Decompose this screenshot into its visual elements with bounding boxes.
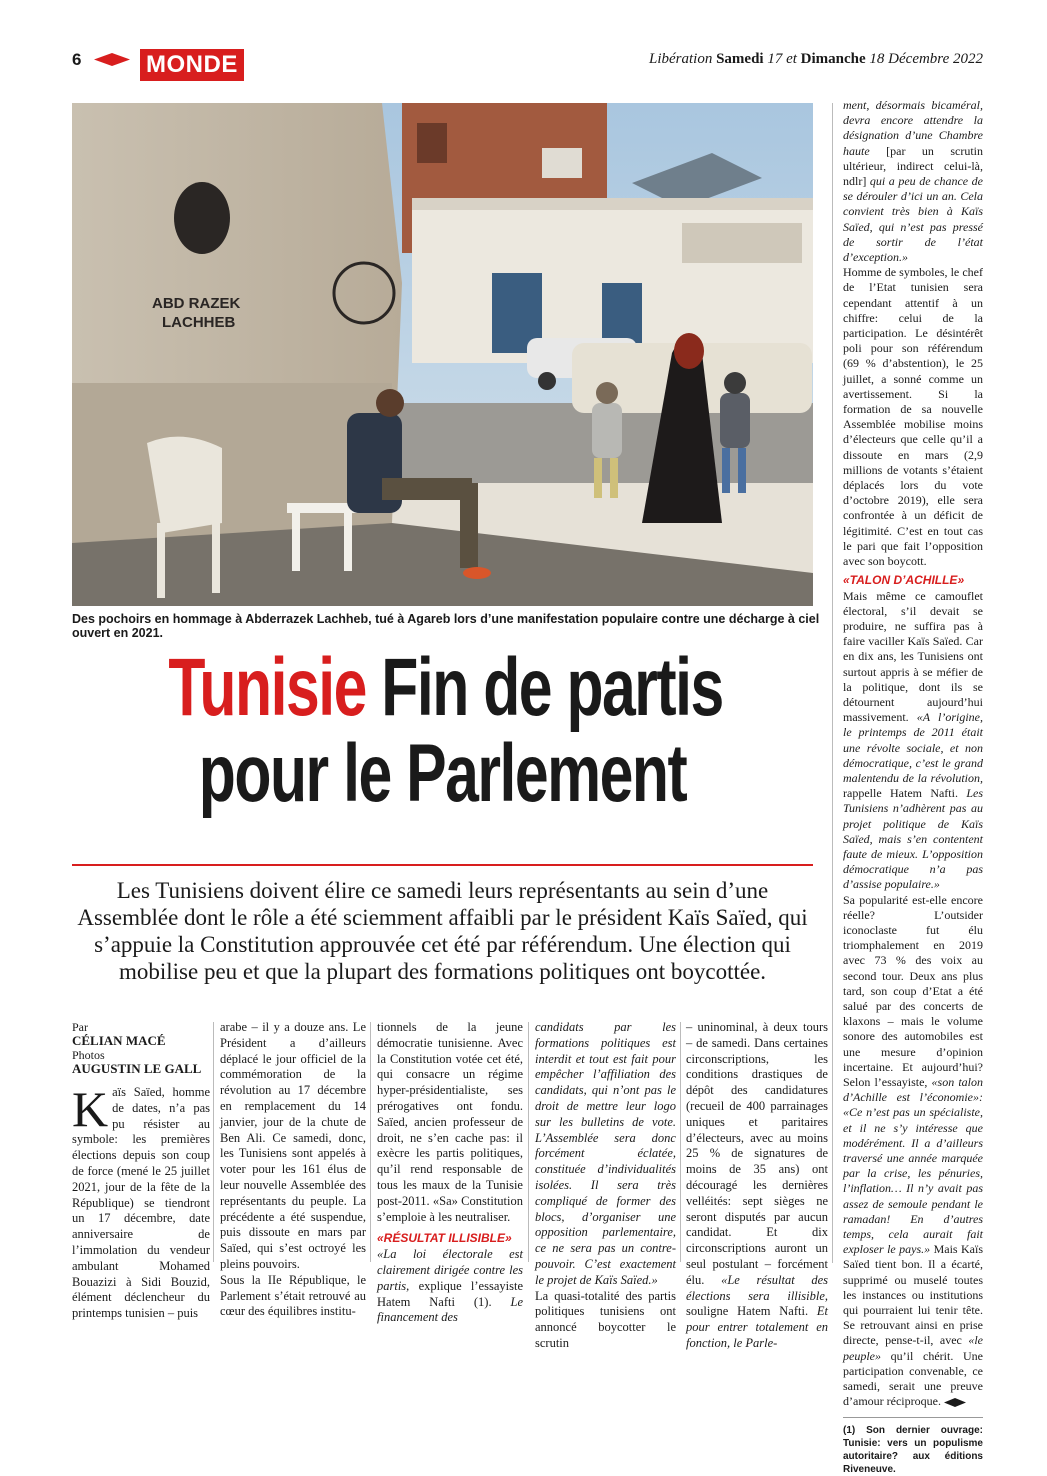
paper-name: Libération	[648, 51, 713, 67]
street-scene-illustration	[72, 103, 813, 606]
body-paragraph: tionnels de la jeune démocratie tunisienne. Avec la Constitution votée cet été, qui consacre un régime hyper-présidentialiste, ses prérogatives ont fondu. Saïed, ancien professeur de droit, ne s’en cache pas: il exècre les partis politiques, qu’il rend responsable de tous les maux de la Tunisie post-2011. «Sa» Constitution s’emploie à les neutraliser.	[377, 1020, 523, 1224]
body-text: – uninominal, à deux tours – de samedi. Dans certaines circonscriptions, les conditions drastiques de dépôt des candidatures (recueil de 400 parrainages uniques et paritaires d’électeurs, avec au moins 25 % de signatures de moins de 35 ans) ont découragé les dernières velléités: sept sièges ne seront disputés par aucun candidat. Et dix circonscriptions auront un seul postulant – forcément élu.	[686, 1020, 828, 1287]
article-photo	[72, 103, 813, 606]
body-text: souligne Hatem Nafti.	[686, 1304, 809, 1319]
intertitle: «TALON D’ACHILLE»	[843, 573, 965, 588]
body-text: Mais Kaïs Saïed tient bon. Il a écarté, supprimé ou muselé toutes les instances ou institutions qui pourraient lui tenir tête. Se retrouvant ainsi en prise directe, pense-t-il, avec	[843, 1242, 983, 1348]
red-divider	[72, 864, 813, 866]
body-text: Mais même ce camouflet électoral, s’il devait se produire, ne suffira pas à faire vaciller Kaïs Saïed. Car en dix ans, les Tunisiens ont surtout appris à se méfier de la politique, dont ils se détournent aujourd’hui massivement.	[843, 588, 983, 725]
body-paragraph: arabe – il y a douze ans. Le Président a d’ailleurs déplacé le jour officiel de la commémoration de la révolution au 17 décembre en remplacement du 14 janvier, jour de la chute de Ben Ali. Ce samedi, donc, les Tunisiens sont appelés à voter pour les 161 élus de leur nouvelle Assemblée des représentants du peuple. La précédente a été suspendue, puis dissoute en mars par Saïed, qui s’est octroyé les pleins pouvoirs.	[220, 1020, 366, 1271]
headline-kicker: Tunisie	[168, 642, 366, 733]
headline-line2: pour le Parlement	[198, 728, 687, 819]
page-number: 6	[72, 50, 82, 69]
standfirst: Les Tunisiens doivent élire ce samedi leurs représentants au sein d’une Assemblée dont le rôle a été sciemment affaibli par le président Kaïs Saïed, qui s’appuie la Constitution approuvée cet été par référendum. Une élection qui mobilise peu et que la plupart des formations politiques ont boycottée.	[77, 878, 808, 984]
column-divider	[832, 103, 833, 1263]
quote-text: Les Tunisiens n’adhèrent pas au projet politique de Kaïs Saïed, mais s’en contentent faute de mieux. L’opposition démocratique n’a pas d’assise populaire.»	[843, 786, 983, 892]
body-paragraph: Homme de symboles, le chef de l’Etat tunisien sera cependant attentif à un chiffre: celui de la participation. Le désintérêt poli pour son référendum (69 % d’abstention), le 25 juillet, a sonné comme un avertissement. Si la formation de sa nouvelle Assemblée mobilise moins d’électeurs que celle qu’il a dissoute en mars (2,9 millions de votants s’étaient déplacés lors du vote d’octobre 2019), elle sera confrontée à un déficit de légitimité. C’est en tout cas le pari que fait l’opposition avec son boycott.	[843, 265, 983, 569]
body-text: Sa popularité est-elle encore réelle? L’outsider iconoclaste fut élu triomphalement en 2019 avec 73 % des voix au second tour. Deux ans plus tard, son coup d’Etat a été salué par des concerts de klaxons – mais le volume sonore des automobiles est une mesure d’opinion incertaine. Et aujourd’hui? Selon l’essayiste,	[843, 892, 983, 1089]
column-divider	[528, 1022, 529, 1262]
body-text: explique l’essayiste Hatem Nafti (1).	[377, 1278, 523, 1309]
body-column-4	[535, 1020, 676, 1352]
dateline-num2: 18 Décembre 2022	[869, 51, 983, 67]
quote-text: «Le résultat des élections sera illisible,	[686, 1272, 829, 1303]
byline-par: Par	[72, 1020, 88, 1034]
byline-author: CÉLIAN MACÉ	[72, 1033, 166, 1048]
graffiti-text-1: ABD RAZEK	[152, 295, 241, 312]
body-paragraph: La quasi-totalité des partis politiques tunisiens ont annoncé boycotter le scrutin	[535, 1288, 676, 1350]
byline-photographer: AUGUSTIN LE GALL	[72, 1061, 202, 1076]
column-divider	[370, 1022, 371, 1262]
byline	[72, 1020, 212, 1076]
body-text: qu’il chérit. Une participation convenable, ce samedi, serait une preuve d’amour réciproque.	[843, 1348, 983, 1409]
body-column-5	[686, 1020, 828, 1352]
dateline-day2: Dimanche	[800, 51, 866, 67]
end-mark-icon	[944, 1398, 966, 1407]
section-label: MONDE	[140, 49, 244, 81]
body-column-2	[220, 1020, 366, 1320]
body-paragraph: Sous la IIe République, le Parlement s’était retrouvé au cœur des équilibres institu-	[220, 1272, 366, 1319]
headline-title-part1: Fin de partis	[381, 642, 723, 733]
body-column-1	[72, 1081, 210, 1322]
dateline-day1: Samedi	[716, 51, 764, 67]
body-column-6	[843, 98, 983, 1476]
drop-cap: K	[72, 1081, 109, 1137]
byline-photos: Photos	[72, 1048, 105, 1062]
quote-text: «A l’origine, le printemps de 2011 était une révolte sociale, et non démocratique, c’est le grand malentendu de la révolution,	[843, 710, 984, 785]
quote-text: «son talon d’Achille est l’économie»: «Ce n’est pas un spécialiste, et il ne s’y intéresse que modérément. Il a d’ailleurs traversé une année marquée par la crise, les pénuries, l’inflation… Il n’y avait pas assez de semoule pendant le ramadan! En d’autres temps, cela aurait fait exploser le pays.»	[843, 1075, 983, 1257]
body-text: [par un scrutin ultérieur, indirect celui-là, ndlr]	[843, 143, 983, 189]
quote-text: «La loi électorale est clairement dirigée contre les partis,	[377, 1247, 523, 1293]
quote-text: Et pour entrer totalement en fonction, le Parle-	[686, 1304, 828, 1350]
quote-text: candidats par les formations politiques est interdit et tout est fait pour empêcher l’affiliation des candidats, qui n’ont pas le droit de mettre leur logo sur les bulletins de vote. L’Assemblée sera donc forcément éclatée, constituée d’individualités isolées. Il sera très compliqué de former des blocs, d’organiser une opposition parlementaire, ce ne sera pas un contre-pouvoir. C’est exactement le projet de Kaïs Saïed.»	[535, 1020, 676, 1287]
body-text: rappelle Hatem Nafti.	[843, 786, 958, 801]
photo-caption: Des pochoirs en hommage à Abderrazek Lachheb, tué à Agareb lors d’une manifestation populaire contre une décharge à ciel ouvert en 2021.	[72, 612, 820, 640]
graffiti-text-2: LACHHEB	[162, 314, 236, 331]
body-column-3	[377, 1020, 523, 1326]
footnote: (1) Son dernier ouvrage: Tunisie: vers un populisme autoritaire? aux éditions Riveneuve.	[843, 1417, 983, 1476]
headline	[72, 642, 813, 819]
headline-line1	[168, 642, 723, 733]
body-text: aïs Saïed, homme de dates, n’a pas pu résister au symbole: les premières élections depuis son coup de force (mené le 25 juillet 2021, jour de la fête de la République) se tiendront un 17 décembre, date anniversaire de l’immolation du vendeur ambulant Mohamed Bouazizi à Sidi Bouzid, élément déclencheur du printemps tunisien – puis	[72, 1085, 210, 1321]
red-diamond-icon	[94, 53, 130, 66]
column-divider	[680, 1022, 681, 1262]
dateline	[649, 51, 983, 68]
dateline-num1: 17 et	[767, 51, 797, 67]
quote-text: «le peuple»	[843, 1333, 984, 1363]
intertitle: «RÉSULTAT ILLISIBLE»	[377, 1231, 512, 1246]
column-divider	[213, 1022, 214, 1262]
quote-text: ment, désormais bicaméral, devra encore attendre la désignation d’une Chambre haute	[843, 98, 983, 158]
quote-text: Le financement des	[377, 1294, 524, 1325]
quote-text: qui a peu de chance de se dérouler d’ici un an. Cela convient très bien à Kaïs Saïed, qui n’est pas pressé de sortir de l’état d’exception.»	[843, 174, 983, 265]
